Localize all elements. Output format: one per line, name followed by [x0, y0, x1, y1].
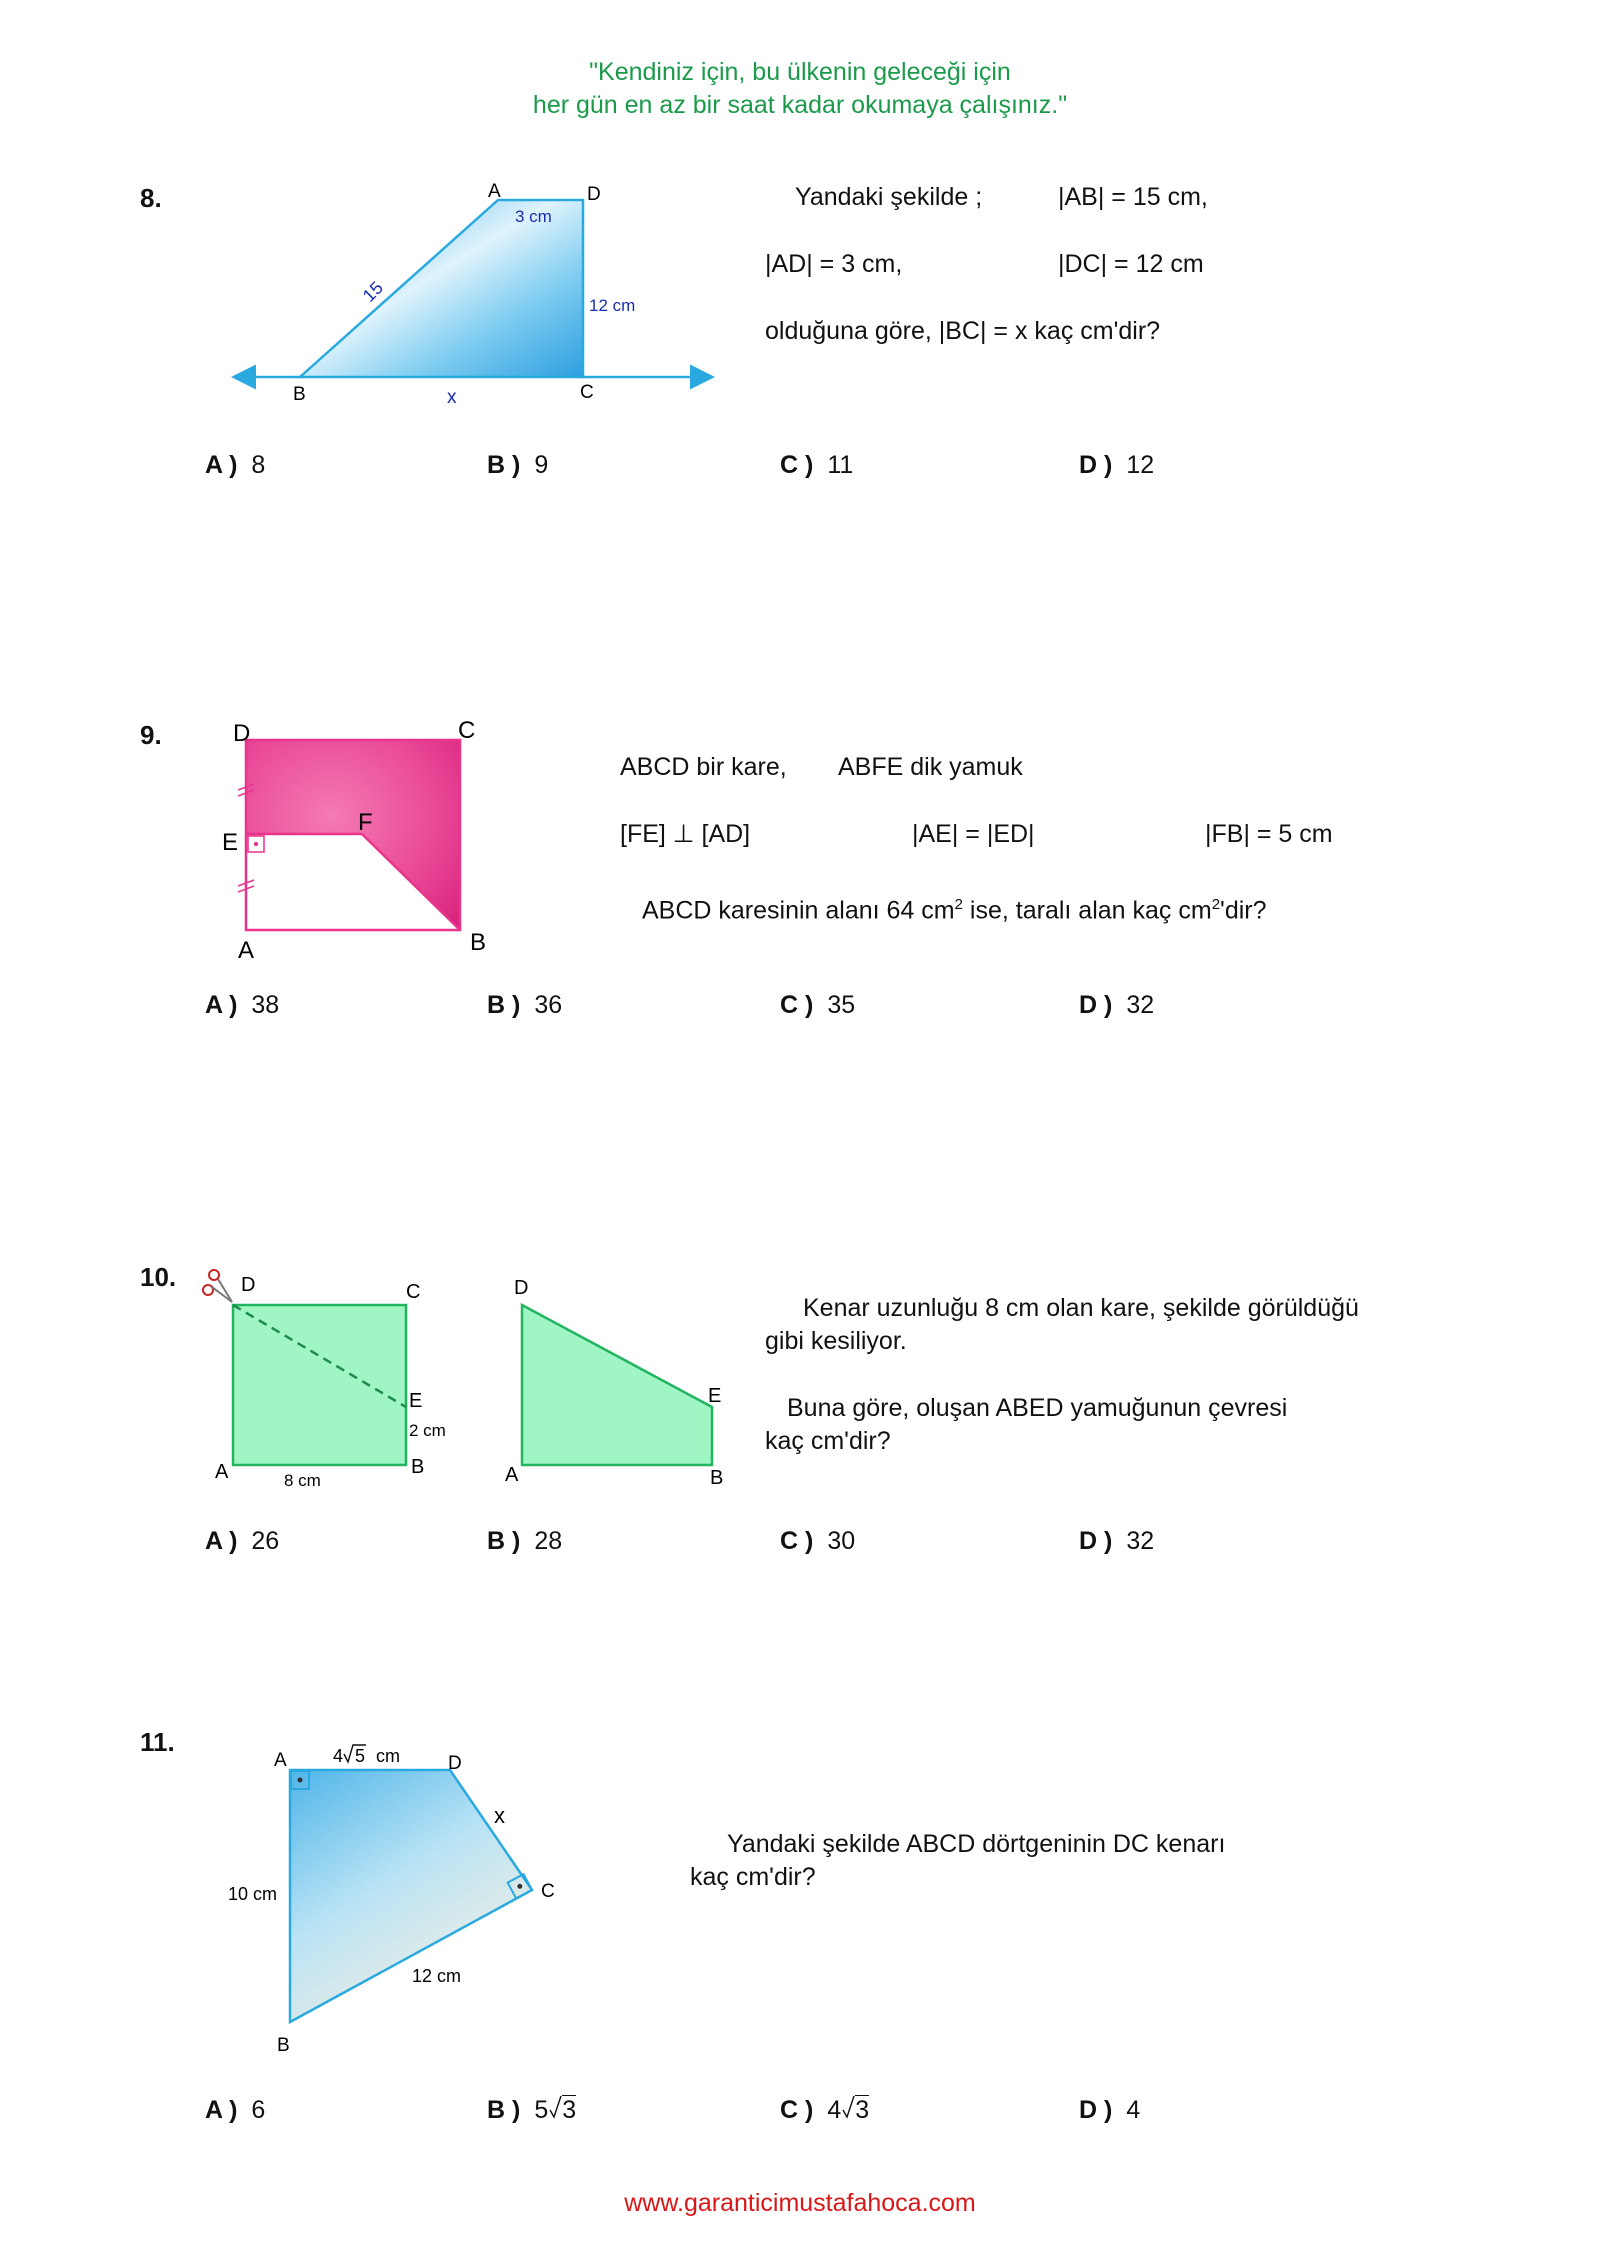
- q11-label-ab: 10 cm: [228, 1884, 278, 1904]
- q10-label-E: E: [409, 1390, 423, 1412]
- sqrt-icon: 3: [842, 2096, 869, 2125]
- q10-option-a[interactable]: A ) 26: [205, 1527, 280, 1555]
- q9-text-2: ABFE dik yamuk: [838, 753, 1023, 781]
- q10b-label-E: E: [708, 1385, 722, 1407]
- q8-option-d[interactable]: D ) 12: [1079, 451, 1155, 479]
- q10-label-eb: 2 cm: [409, 1421, 446, 1440]
- q8-text-3: |AD| = 3 cm,: [765, 250, 903, 278]
- q11-text-1: Yandaki şekilde ABCD dörtgeninin DC kenarı: [727, 1830, 1226, 1858]
- q8-label-C: C: [580, 382, 594, 403]
- q11-label-D: D: [448, 1753, 462, 1774]
- q8-trapezoid: [300, 200, 583, 377]
- q9-label-C: C: [458, 717, 476, 744]
- header-quote-line-1: "Kendiniz için, bu ülkenin geleceği için: [589, 58, 1011, 86]
- q8-label-A: A: [488, 181, 501, 202]
- q8-label-ab: 15: [358, 277, 387, 306]
- q8-label-ad: 3 cm: [515, 207, 552, 226]
- question-11-number: 11.: [140, 1727, 175, 1757]
- header-quote-line-2: her gün en az bir saat kadar okumaya çalışınız.": [532, 91, 1068, 119]
- q8-label-D: D: [587, 184, 601, 205]
- q8-text-5: olduğuna göre, |BC| = x kaç cm'dir?: [765, 317, 1161, 345]
- q11-option-b[interactable]: B ) 5 3: [487, 2096, 577, 2124]
- q9-label-F: F: [358, 809, 373, 836]
- scissors-icon: [203, 1270, 232, 1302]
- q9-label-B: B: [470, 929, 487, 956]
- q9-label-E: E: [222, 829, 239, 856]
- q9-text-6: ABCD karesinin alanı 64 $cm^2$ ise, taralı alan kaç $cm^2'dir$?: [642, 896, 1267, 925]
- q11-label-B: B: [277, 2035, 290, 2056]
- q8-text-4: |DC| = 12 cm: [1058, 250, 1204, 278]
- q11-ad-coef: 4: [333, 1746, 344, 1766]
- q9-text-4: |AE| = |ED|: [912, 820, 1035, 848]
- q10-label-C: C: [406, 1281, 421, 1303]
- q9-option-b[interactable]: B ) 36: [487, 991, 563, 1019]
- q8-text-1: Yandaki şekilde ;: [795, 183, 983, 211]
- q9-text-3: [FE] ⊥ [AD]: [620, 820, 751, 848]
- q8-label-bc: x: [447, 387, 457, 408]
- q11-ad-unit: cm: [376, 1746, 400, 1766]
- q9-label-A: A: [238, 937, 255, 964]
- q9-text-1: ABCD bir kare,: [620, 753, 787, 781]
- question-8-number: 8.: [140, 183, 162, 213]
- q11-label-A: A: [274, 1750, 287, 1771]
- q9-option-d[interactable]: D ) 32: [1079, 991, 1155, 1019]
- q10-label-ab: 8 cm: [284, 1471, 321, 1490]
- q9-text-5: |FB| = 5 cm: [1205, 820, 1333, 848]
- q10-text-3: Buna göre, oluşan ABED yamuğunun çevresi: [787, 1394, 1288, 1422]
- q11-label-C: C: [541, 1881, 555, 1902]
- q11-label-dc: x: [494, 1803, 505, 1828]
- q8-label-B: B: [293, 384, 306, 405]
- q10-label-A: A: [215, 1461, 229, 1483]
- q8-label-dc: 12 cm: [589, 296, 636, 315]
- sqrt-icon: 3: [549, 2096, 576, 2125]
- q10b-label-D: D: [514, 1277, 529, 1299]
- q11-text-2: kaç cm'dir?: [690, 1863, 816, 1891]
- q10-square: [233, 1305, 406, 1465]
- q11-label-bc: 12 cm: [412, 1966, 462, 1986]
- q10-label-B: B: [411, 1456, 425, 1478]
- q10b-label-A: A: [505, 1464, 519, 1486]
- q10-trapezoid-abed: [522, 1305, 712, 1465]
- q8-text-2: |AB| = 15 cm,: [1058, 183, 1208, 211]
- q10-text-2: gibi kesiliyor.: [765, 1327, 907, 1355]
- q11-label-ad: [333, 1745, 400, 1766]
- q10-text-4: kaç cm'dir?: [765, 1427, 891, 1455]
- question-9-number: 9.: [140, 720, 162, 750]
- q10-option-c[interactable]: C ) 30: [780, 1527, 856, 1555]
- q9-option-c[interactable]: C ) 35: [780, 991, 856, 1019]
- question-10-number: 10.: [140, 1262, 177, 1292]
- q10b-label-B: B: [710, 1467, 724, 1489]
- q10-option-b[interactable]: B ) 28: [487, 1527, 563, 1555]
- q9-label-D: D: [233, 720, 251, 747]
- q11-option-c[interactable]: C ) 4 3: [780, 2096, 870, 2124]
- q10-label-D: D: [241, 1274, 256, 1296]
- q9-option-a[interactable]: A ) 38: [205, 991, 280, 1019]
- q8-option-c[interactable]: C ) 11: [780, 451, 854, 479]
- q10-option-d[interactable]: D ) 32: [1079, 1527, 1155, 1555]
- q11-option-d[interactable]: D ) 4: [1079, 2096, 1141, 2124]
- q11-ad-rad: 5: [355, 1746, 366, 1766]
- q10-text-1: Kenar uzunluğu 8 cm olan kare, şekilde görüldüğü: [803, 1294, 1359, 1322]
- q8-option-b[interactable]: B ) 9: [487, 451, 549, 479]
- q8-option-a[interactable]: A ) 8: [205, 451, 266, 479]
- q11-option-a[interactable]: A ) 6: [205, 2096, 266, 2124]
- footer-url[interactable]: www.garanticimustafahoca.com: [624, 2189, 976, 2217]
